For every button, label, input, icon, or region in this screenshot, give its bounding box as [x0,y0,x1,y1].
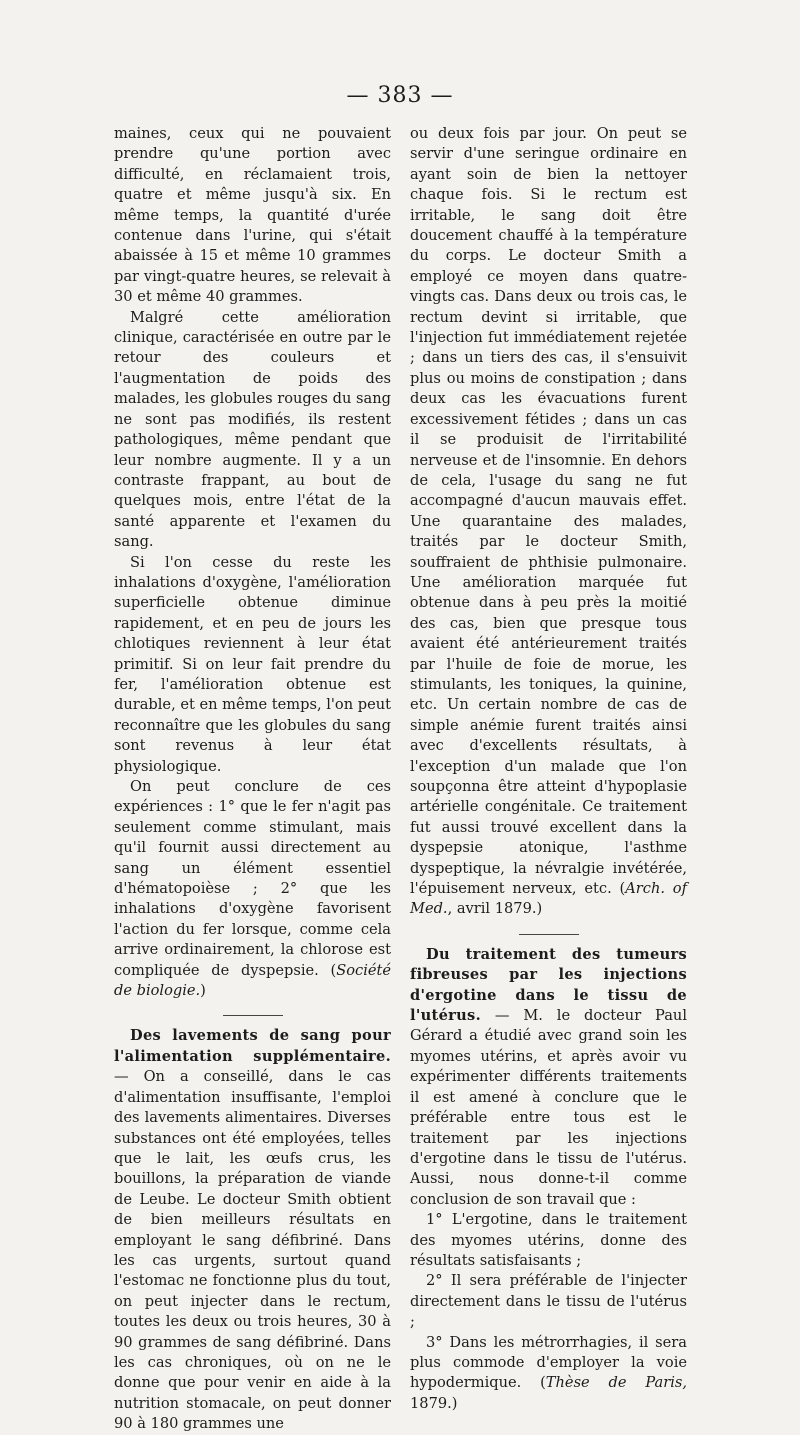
left-column [114,124,391,1435]
list-item: 3° Dans les métrorrhagies, il sera plus commode d'employer la voie hypodermique. (Thèse de Paris, 1879.) [410,1333,687,1412]
paragraph: Malgré cette amélioration clinique, caractérisée en outre par le retour des couleurs et l'augmentation de poids des malades, les globules rouges du sang ne sont pas modifiés, ils restent pathologiques, même pendant que leur nombre augmente. Il y a un contraste frappant, au bout de quelques mois, entre l'état de la santé apparente et l'examen du sang. [114,308,391,551]
article-paragraph: Du traitement des tumeurs fibreuses par les injections d'ergotine dans le tissu de l'utérus. — M. le docteur Paul Gérard a étudié avec grand soin les myomes utérins, et après avoir vu expérimenter différents traitements il est amené à conclure que le préférable entre tous est le traitement par les injections d'ergotine dans le tissu de l'utérus. Aussi, nous donne-t-il comme conclusion de son travail que : [410,945,687,1208]
page-number: — 383 — [346,83,454,108]
paragraph: On peut conclure de ces expériences : 1° que le fer n'agit pas seulement comme stimulant, mais qu'il fournit aussi directement au sang un élément essentiel d'hématopoièse ; 2° que les inhalations d'oxygène favorisent l'action du fer lorsque, comme cela arrive ordinairement, la chlorose est compliquée de dyspepsie. (Société de biologie.) [114,778,391,1000]
source-citation: Société de biologie. [114,961,391,1000]
article-heading: Des lavements de sang pour l'alimentation supplémentaire. [114,1027,391,1065]
paragraph: Si l'on cesse du reste les inhalations d'oxygène, l'amélioration superficielle obtenue diminue rapidement, et en peu de jours les chlotiques reviennent à leur état primitif. Si on leur fait prendre du fer, l'amélioration obtenue est durable, et en même temps, l'on peut reconnaître que les globules du sang sont revenus à leur état physiologique. [114,553,391,775]
right-column [410,124,687,1414]
article-heading: Du traitement des tumeurs fibreuses par les injections d'ergotine dans le tissu de l'utérus. [410,945,687,1025]
list-item: 2° Il sera préférable de l'injecter directement dans le tissu de l'utérus ; [410,1272,687,1331]
paragraph: ou deux fois par jour. On peut se servir d'une seringue ordinaire en ayant soin de bien la nettoyer chaque fois. Si le rectum est irritable, le sang doit être doucement chauffé à la température du corps. Le docteur Smith a employé ce moyen dans quatre-vingts cas. Dans deux ou trois cas, le rectum devint si irritable, que l'injection fut immédiatement rejetée ; dans un tiers des cas, il s'ensuivit plus ou moins de constipation ; dans deux cas les évacuations furent excessivement fétides ; dans un cas il se produisit de l'irritabilité nerveuse et de l'insomnie. En dehors de cela, l'usage du sang ne fut accompagné d'aucun mauvais effet. Une quarantaine des malades, traités par le docteur Smith, souffraient de phthisie pulmonaire. Une amélioration marquée fut obtenue dans à peu près la moitié des cas, bien que presque tous avaient été antérieurement traités par l'huile de foie de morue, les stimulants, les toniques, la quinine, etc. Un certain nombre de cas de simple anémie furent traités ainsi avec d'excellents résultats, à l'exception d'un malade que l'on soupçonna être atteint d'hypoplasie artérielle congénitale. Ce traitement fut aussi trouvé excellent dans la dyspepsie atonique, l'asthme dyspeptique, la névralgie invétérée, l'épuisement nerveux, etc. (Arch. of Med., avril 1879.) [410,125,687,918]
section-divider [223,1015,283,1016]
source-citation: Arch. of Med. [410,880,687,918]
section-divider [519,934,579,935]
source-citation: Thèse de Paris, [545,1374,687,1392]
list-item: 1° L'ergotine, dans le traitement des myomes utérins, donne des résultats satisfaisants ; [410,1211,687,1269]
paragraph: maines, ceux qui ne pouvaient prendre qu'une portion avec difficulté, en réclamaient trois, quatre et même jusqu'à six. En même temps, la quantité d'urée contenue dans l'urine, qui s'était abaissée à 15 et même 10 grammes par vingt-quatre heures, se relevait à 30 et même 40 grammes. [114,125,391,306]
article-paragraph: Des lavements de sang pour l'alimentation supplémentaire. — On a conseillé, dans le cas d'alimentation insuffisante, l'emploi des lavements alimentaires. Diverses substances ont été employées, telles que le lait, les œufs crus, les bouillons, la préparation de viande de Leube. Le docteur Smith obtient de bien meilleurs résultats en employant le sang défibriné. Dans les cas urgents, surtout quand l'estomac ne fonctionne plus du tout, on peut injecter dans le rectum, toutes les deux ou trois heures, 30 à 90 grammes de sang défibriné. Dans les cas chroniques, où on ne le donne que pour venir en aide à la nutrition stomacale, on peut donner 90 à 180 grammes une [114,1027,391,1433]
